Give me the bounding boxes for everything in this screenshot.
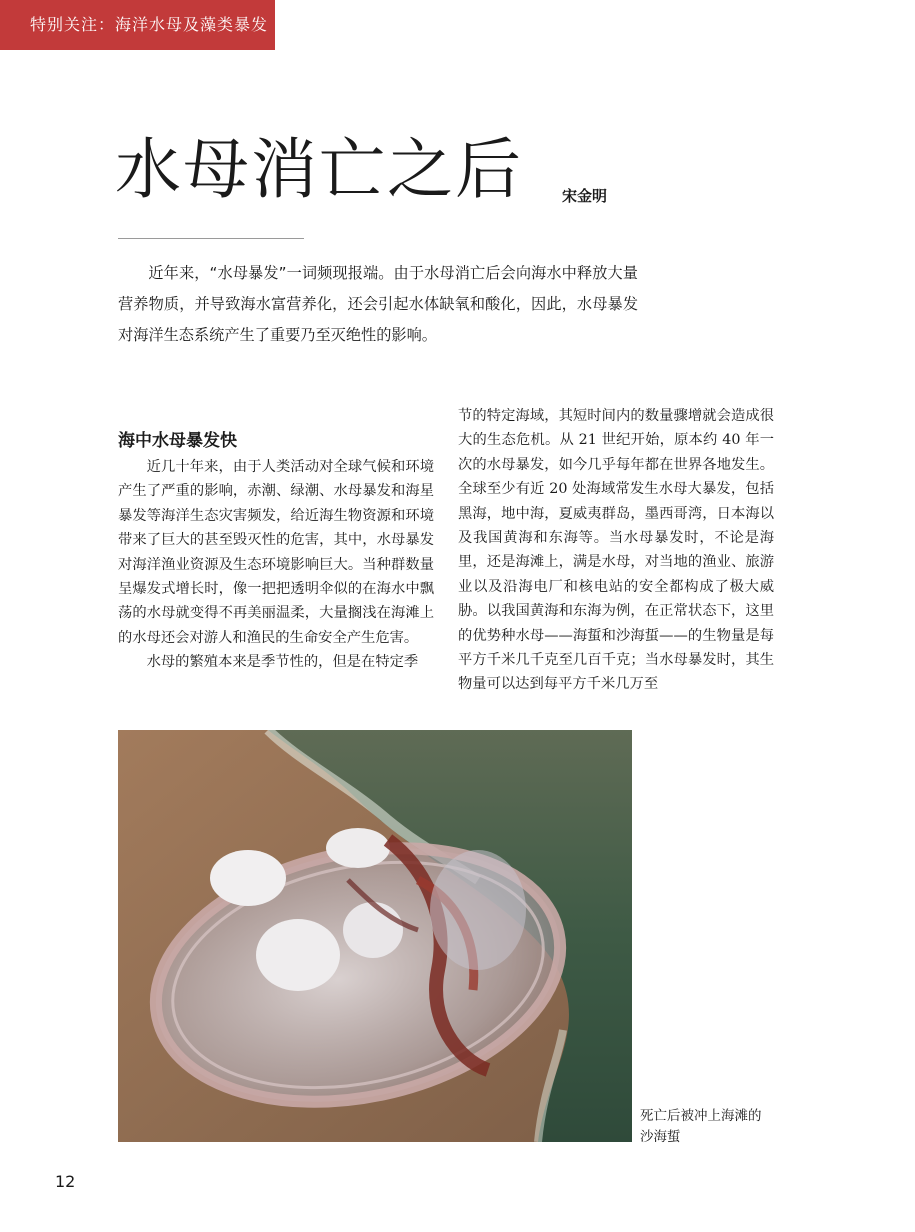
section-tag: 特别关注：海洋水母及藻类暴发 [0,0,275,50]
right-column [458,404,774,697]
article-title: 水母消亡之后 [115,131,523,208]
left-column [118,428,434,675]
title-divider [118,238,304,239]
body-paragraph: 节的特定海域，其短时间内的数量骤增就会造成很大的生态危机。从 21 世纪开始，原本约 40 年一次的水母暴发，如今几乎每年都在世界各地发生。全球至少有近 20 处海域常发生水母大暴发，包括黑海，地中海，夏威夷群岛，墨西哥湾，日本海以及我国黄海和东海等。当水母暴发时，不论是海里，还是海滩上，满是水母，对当地的渔业、旅游业以及沿海电厂和核电站的安全都构成了极大威胁。以我国黄海和东海为例，在正常状态下，这里的优势种水母——海蜇和沙海蜇——的生物量是每平方千米几千克至几百千克；当水母暴发时，其生物量可以达到每平方千米几万至 [458,408,774,693]
jellyfish-photo [118,730,632,1142]
body-paragraph: 近几十年来，由于人类活动对全球气候和环境产生了严重的影响，赤潮、绿潮、水母暴发和海星暴发等海洋生态灾害频发，给近海生物资源和环境带来了巨大的甚至毁灭性的危害，其中，水母暴发对海洋渔业资源及生态环境影响巨大。当种群数量呈爆发式增长时，像一把把透明伞似的在海水中飘荡的水母就变得不再美丽温柔，大量搁浅在海滩上的水母还会对游人和渔民的生命安全产生危害。 [118,459,434,646]
article-lead: 近年来，“水母暴发”一词频现报端。由于水母消亡后会向海水中释放大量营养物质，并导致海水富营养化，还会引起水体缺氧和酸化，因此，水母暴发对海洋生态系统产生了重要乃至灭绝性的影响。 [118,264,638,344]
photo-caption: 死亡后被冲上海滩的沙海蜇 [640,1108,762,1145]
section-heading: 海中水母暴发快 [118,431,237,451]
body-paragraph: 水母的繁殖本来是季节性的，但是在特定季 [146,654,419,671]
article-author: 宋金明 [562,187,608,205]
page-number: 12 [55,1172,76,1191]
